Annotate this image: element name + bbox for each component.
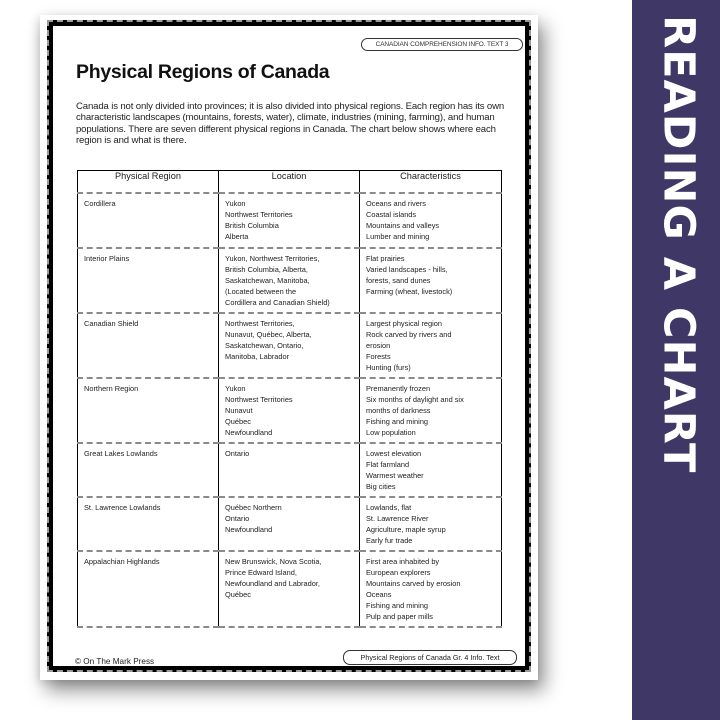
characteristics-cell — [360, 313, 502, 378]
characteristics-line: Mountains and valleys — [366, 221, 440, 230]
region-name-cell: Northern Region — [78, 378, 219, 443]
characteristics-line: Lumber and mining — [366, 232, 430, 241]
characteristics-line: Varied landscapes - hills, — [366, 265, 448, 274]
location-line: Cordillera and Canadian Shield) — [225, 298, 330, 307]
characteristics-line: Oceans — [366, 590, 392, 599]
header-characteristics: Characteristics — [360, 171, 502, 194]
location-line: Québec — [225, 590, 251, 599]
characteristics-line: Oceans and rivers — [366, 199, 426, 208]
characteristics-line: St. Lawrence River — [366, 514, 429, 523]
characteristics-line: First area inhabited by — [366, 557, 440, 566]
location-cell — [219, 193, 360, 248]
location-line: Nunavut, Québec, Alberta, — [225, 330, 312, 339]
location-cell — [219, 248, 360, 313]
location-line: Alberta — [225, 232, 249, 241]
location-line: Yukon — [225, 199, 246, 208]
location-line: Northwest Territories — [225, 210, 293, 219]
location-line: Ontario — [225, 449, 250, 458]
characteristics-line: Farming (wheat, livestock) — [366, 287, 453, 296]
characteristics-line: Fishing and mining — [366, 601, 429, 610]
characteristics-line: forests, sand dunes — [366, 276, 431, 285]
characteristics-line: Rock carved by rivers and — [366, 330, 452, 339]
region-name-cell: Cordillera — [78, 193, 219, 248]
location-cell — [219, 497, 360, 551]
characteristics-line: Coastal islands — [366, 210, 417, 219]
characteristics-cell — [360, 497, 502, 551]
characteristics-line: Big cities — [366, 482, 396, 491]
location-line: Yukon, Northwest Territories, — [225, 254, 320, 263]
location-line: Northwest Territories — [225, 395, 293, 404]
characteristics-line: Early fur trade — [366, 536, 413, 545]
page-border — [47, 20, 531, 672]
location-cell — [219, 443, 360, 497]
characteristics-line: months of darkness — [366, 406, 431, 415]
location-line: British Columbia, Alberta, — [225, 265, 308, 274]
table-row — [78, 378, 502, 443]
location-cell — [219, 378, 360, 443]
location-line: Saskatchewan, Manitoba, — [225, 276, 310, 285]
characteristics-line: Warmest weather — [366, 471, 424, 480]
characteristics-line: Largest physical region — [366, 319, 443, 328]
characteristics-cell — [360, 193, 502, 248]
characteristics-line: Premanently frozen — [366, 384, 431, 393]
characteristics-cell — [360, 551, 502, 627]
location-cell — [219, 551, 360, 627]
table-row — [78, 193, 502, 248]
characteristics-line: erosion — [366, 341, 391, 350]
table-row — [78, 248, 502, 313]
characteristics-line: Six months of daylight and six — [366, 395, 464, 404]
location-line: Saskatchewan, Ontario, — [225, 341, 304, 350]
region-name-cell: Canadian Shield — [78, 313, 219, 378]
region-name-cell: Interior Plains — [78, 248, 219, 313]
location-line: British Columbia — [225, 221, 279, 230]
header-physical-region: Physical Region — [78, 171, 219, 194]
intro-paragraph: Canada is not only divided into provinces; it is also divided into physical regions. Each region has its own characteristic landscapes (mountains, forests, water), climate, industries (mining, farming), and human populations. There are seven different physical regions in Canada. The chart below shows where each region is and what is there. — [76, 101, 505, 147]
location-cell — [219, 313, 360, 378]
page-title: Physical Regions of Canada — [76, 61, 330, 83]
table-row — [78, 551, 502, 627]
location-line: Newfoundland and Labrador, — [225, 579, 320, 588]
series-tag: CANADIAN COMPREHENSION INFO. TEXT 3 — [361, 38, 523, 51]
characteristics-line: Mountains carved by erosion — [366, 579, 461, 588]
location-line: Ontario — [225, 514, 250, 523]
characteristics-cell — [360, 248, 502, 313]
footer-tag: Physical Regions of Canada Gr. 4 Info. Text — [343, 650, 517, 665]
copyright: © On The Mark Press — [75, 657, 155, 666]
table-row — [78, 497, 502, 551]
characteristics-line: European explorers — [366, 568, 431, 577]
characteristics-line: Flat farmland — [366, 460, 410, 469]
location-line: New Brunswick, Nova Scotia, — [225, 557, 322, 566]
location-line: Newfoundland — [225, 428, 273, 437]
characteristics-cell — [360, 443, 502, 497]
characteristics-line: Forests — [366, 352, 391, 361]
location-line: Newfoundland — [225, 525, 273, 534]
characteristics-line: Lowest elevation — [366, 449, 422, 458]
banner-title: READING A CHART — [653, 15, 704, 474]
region-name-cell: Appalachian Highlands — [78, 551, 219, 627]
characteristics-line: Hunting (furs) — [366, 363, 411, 372]
location-line: (Located between the — [225, 287, 297, 296]
header-location: Location — [219, 171, 360, 194]
region-name-cell: Great Lakes Lowlands — [78, 443, 219, 497]
worksheet-page — [40, 15, 538, 680]
characteristics-line: Flat prairies — [366, 254, 405, 263]
location-line: Nunavut — [225, 406, 253, 415]
location-line: Québec Northern — [225, 503, 282, 512]
characteristics-cell — [360, 378, 502, 443]
characteristics-line: Agriculture, maple syrup — [366, 525, 446, 534]
location-line: Northwest Territories, — [225, 319, 295, 328]
location-line: Prince Edward Island, — [225, 568, 297, 577]
table-body — [78, 193, 502, 627]
characteristics-line: Lowlands, flat — [366, 503, 412, 512]
characteristics-line: Fishing and mining — [366, 417, 429, 426]
location-line: Yukon — [225, 384, 246, 393]
characteristics-line: Pulp and paper mills — [366, 612, 433, 621]
region-name-cell: St. Lawrence Lowlands — [78, 497, 219, 551]
regions-table — [77, 170, 502, 628]
location-line: Manitoba, Labrador — [225, 352, 290, 361]
characteristics-line: Low population — [366, 428, 416, 437]
table-row — [78, 443, 502, 497]
table-row — [78, 313, 502, 378]
location-line: Québec — [225, 417, 251, 426]
table-header-row — [78, 171, 502, 194]
